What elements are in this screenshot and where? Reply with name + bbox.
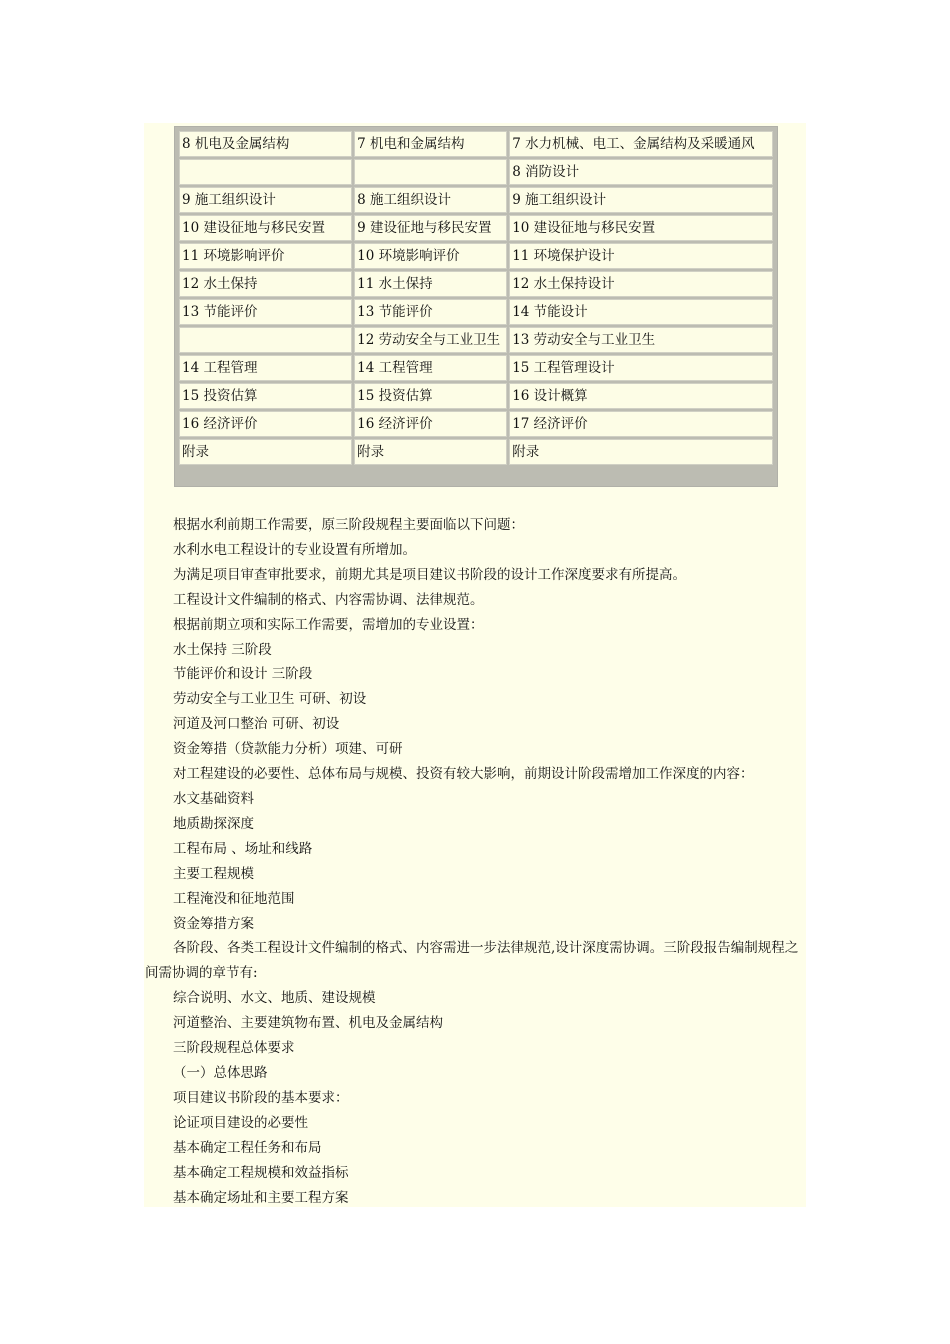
table-row [179, 411, 773, 437]
paragraph: 根据水利前期工作需要，原三阶段规程主要面临以下问题： [173, 517, 524, 533]
paragraph: 对工程建设的必要性、总体布局与规模、投资有较大影响，前期设计阶段需增加工作深度的内容： [173, 766, 754, 783]
table-cell: 10 环境影响评价 [354, 243, 507, 269]
table-row [179, 187, 773, 213]
paragraph: 资金筹措方案 [173, 915, 254, 932]
table-cell: 附录 [509, 439, 773, 465]
table-cell: 16 经济评价 [179, 411, 352, 437]
table-cell: 7 机电和金属结构 [354, 131, 507, 157]
table-cell: 17 经济评价 [509, 411, 773, 437]
table-row [179, 159, 773, 185]
table-cell: 7 水力机械、电工、金属结构及采暖通风 [509, 131, 773, 157]
paragraph: 劳动安全与工业卫生 可研、初设 [173, 691, 367, 708]
table-row [179, 243, 773, 269]
table-cell: 15 工程管理设计 [509, 355, 773, 381]
table-cell: 15 投资估算 [179, 383, 352, 409]
paragraph: 水文基础资料 [173, 790, 254, 807]
table-cell: 9 施工组织设计 [509, 187, 773, 213]
paragraph: 地质勘探深度 [173, 815, 254, 832]
paragraph: 河道整治、主要建筑物布置、机电及金属结构 [173, 1015, 443, 1032]
paragraph: 工程布局 、场址和线路 [173, 840, 313, 857]
table-cell: 15 投资估算 [354, 383, 507, 409]
table-cell: 12 水土保持设计 [509, 271, 773, 297]
table-cell: 8 施工组织设计 [354, 187, 507, 213]
table-cell: 12 水土保持 [179, 271, 352, 297]
paragraph: 综合说明、水文、地质、建设规模 [173, 990, 376, 1007]
table-cell: 11 环境保护设计 [509, 243, 773, 269]
table-cell: 12 劳动安全与工业卫生 [354, 327, 507, 353]
stage-comparison-table [174, 126, 778, 487]
table-row [179, 439, 773, 465]
paragraph: 主要工程规模 [173, 865, 254, 882]
table-row [179, 131, 773, 157]
paragraph: 水利水电工程设计的专业设置有所增加。 [173, 541, 416, 558]
table-row [179, 355, 773, 381]
table-cell: 13 节能评价 [179, 299, 352, 325]
paragraph: 根据前期立项和实际工作需要，需增加的专业设置： [173, 616, 484, 633]
table-cell: 10 建设征地与移民安置 [179, 215, 352, 241]
table-cell: 8 消防设计 [509, 159, 773, 185]
paragraph: 河道及河口整治 可研、初设 [173, 716, 340, 733]
table-cell [354, 159, 507, 185]
table-cell: 9 施工组织设计 [179, 187, 352, 213]
paragraph: 为满足项目审查审批要求，前期尤其是项目建议书阶段的设计工作深度要求有所提高。 [173, 566, 686, 583]
paragraph: 资金筹措（贷款能力分析）项建、可研 [173, 741, 403, 758]
table-cell: 16 设计概算 [509, 383, 773, 409]
table-cell: 8 机电及金属结构 [179, 131, 352, 157]
table-row [179, 383, 773, 409]
paragraph: 工程淹没和征地范围 [173, 890, 295, 907]
table-cell [179, 327, 352, 353]
table-cell: 9 建设征地与移民安置 [354, 215, 507, 241]
paragraph: 节能评价和设计 三阶段 [173, 666, 313, 683]
paragraph: 项目建议书阶段的基本要求： [173, 1090, 349, 1107]
paragraph: （一）总体思路 [173, 1065, 268, 1082]
paragraph: 水土保持 三阶段 [173, 641, 272, 658]
paragraph: 基本确定工程规模和效益指标 [173, 1164, 349, 1181]
paragraph: 基本确定工程任务和布局 [173, 1139, 322, 1156]
document-body [145, 513, 805, 1211]
table-cell: 附录 [179, 439, 352, 465]
paragraph: 各阶段、各类工程设计文件编制的格式、内容需进一步法律规范,设计深度需协调。三阶段报告编制规程之间需协调的章节有: [145, 940, 799, 982]
table-cell [179, 159, 352, 185]
table-row [179, 327, 773, 353]
table-cell: 附录 [354, 439, 507, 465]
paragraph: 工程设计文件编制的格式、内容需协调、法律规范。 [173, 591, 484, 608]
table-cell: 13 劳动安全与工业卫生 [509, 327, 773, 353]
paragraph: 基本确定场址和主要工程方案 [173, 1189, 349, 1206]
table-cell: 14 工程管理 [179, 355, 352, 381]
paragraph: 论证项目建设的必要性 [173, 1114, 308, 1131]
table-row [179, 271, 773, 297]
table-cell: 14 节能设计 [509, 299, 773, 325]
chapter-table [177, 129, 775, 467]
table-cell: 14 工程管理 [354, 355, 507, 381]
table-cell: 16 经济评价 [354, 411, 507, 437]
table-cell: 10 建设征地与移民安置 [509, 215, 773, 241]
paragraph: 三阶段规程总体要求 [173, 1040, 295, 1057]
table-cell: 11 水土保持 [354, 271, 507, 297]
table-row [179, 299, 773, 325]
table-cell: 13 节能评价 [354, 299, 507, 325]
table-cell: 11 环境影响评价 [179, 243, 352, 269]
table-row [179, 215, 773, 241]
